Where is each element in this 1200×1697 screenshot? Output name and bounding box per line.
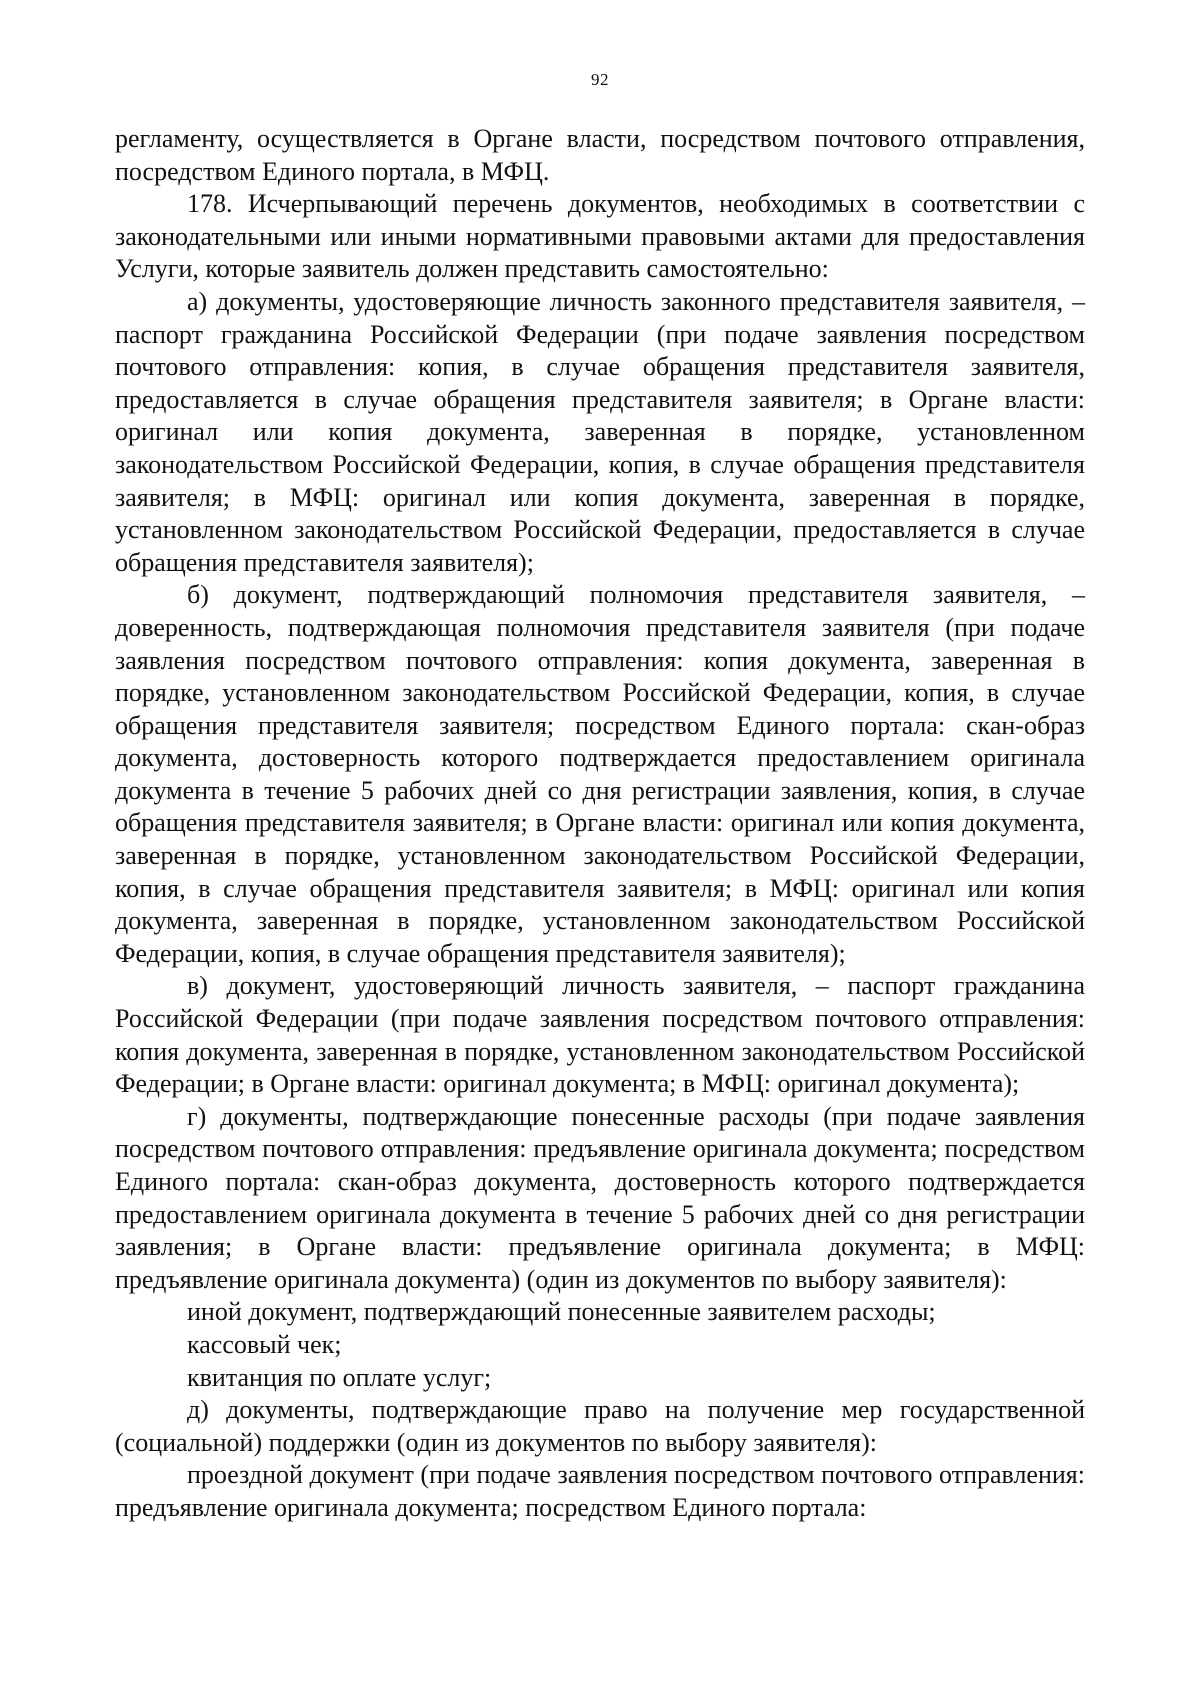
paragraph-subitem-a: а) документы, удостоверяющие личность законного представителя заявителя, – паспорт гражданина Российской Федерации (при подаче заявления посредством почтового отправления: копия, в случае обращения представителя заявителя, предоставляется в случае обращения представителя заявителя; в Органе власти: оригинал или копия документа, заверенная в порядке, установленном законодательством Российской Федерации, копия, в случае обращения представителя заявителя; в МФЦ: оригинал или копия документа, заверенная в порядке, установленном законодательством Российской Федерации, предоставляется в случае обращения представителя заявителя); bbox=[115, 286, 1085, 577]
page-number: 92 bbox=[591, 70, 609, 89]
paragraph-continuation: регламенту, осуществляется в Органе власти, посредством почтового отправления, посредством Единого портала, в МФЦ. bbox=[115, 124, 1085, 186]
document-body bbox=[115, 123, 1085, 1525]
paragraph-item-178: 178. Исчерпывающий перечень документов, необходимых в соответствии с законодательными или иными нормативными правовыми актами для предоставления Услуги, которые заявитель должен представить самостоятельно: bbox=[115, 189, 1085, 284]
paragraph-subitem-v: в) документ, удостоверяющий личность заявителя, – паспорт гражданина Российской Федерации (при подаче заявления посредством почтового отправления: копия документа, заверенная в порядке, установленном законодательством Российской Федерации; в Органе власти: оригинал документа; в МФЦ: оригинал документа); bbox=[115, 971, 1085, 1099]
paragraph-other-document: иной документ, подтверждающий понесенные заявителем расходы; bbox=[187, 1297, 936, 1327]
paragraph-subitem-b: б) документ, подтверждающий полномочия представителя заявителя, – доверенность, подтверждающая полномочия представителя заявителя (при подаче заявления посредством почтового отправления: копия документа, заверенная в порядке, установленном законодательством Российской Федерации, копия, в случае обращения представителя заявителя; посредством Единого портала: скан-образ документа, достоверность которого подтверждается предоставлением оригинала документа в течение 5 рабочих дней со дня регистрации заявления, копия, в случае обращения представителя заявителя; в Органе власти: оригинал или копия документа, заверенная в порядке, установленном законодательством Российской Федерации, копия, в случае обращения представителя заявителя; в МФЦ: оригинал или копия документа, заверенная в порядке, установленном законодательством Российской Федерации, копия, в случае обращения представителя заявителя); bbox=[115, 580, 1085, 968]
paragraph-subitem-d: д) документы, подтверждающие право на получение мер государственной (социальной) поддержки (один из документов по выбору заявителя): bbox=[115, 1395, 1085, 1457]
paragraph-travel-document: проездной документ (при подаче заявления посредством почтового отправления: предъявление оригинала документа; посредством Единого портала: bbox=[115, 1460, 1085, 1522]
paragraph-cash-receipt: кассовый чек; bbox=[187, 1329, 342, 1359]
paragraph-subitem-g: г) документы, подтверждающие понесенные расходы (при подаче заявления посредством почтового отправления: предъявление оригинала документа; посредством Единого портала: скан-образ документа, достоверность которого подтверждается предоставлением оригинала документа в течение 5 рабочих дней со дня регистрации заявления; в Органе власти: предъявление оригинала документа; в МФЦ: предъявление оригинала документа) (один из документов по выбору заявителя): bbox=[115, 1101, 1085, 1294]
paragraph-payment-receipt: квитанция по оплате услуг; bbox=[187, 1362, 492, 1392]
